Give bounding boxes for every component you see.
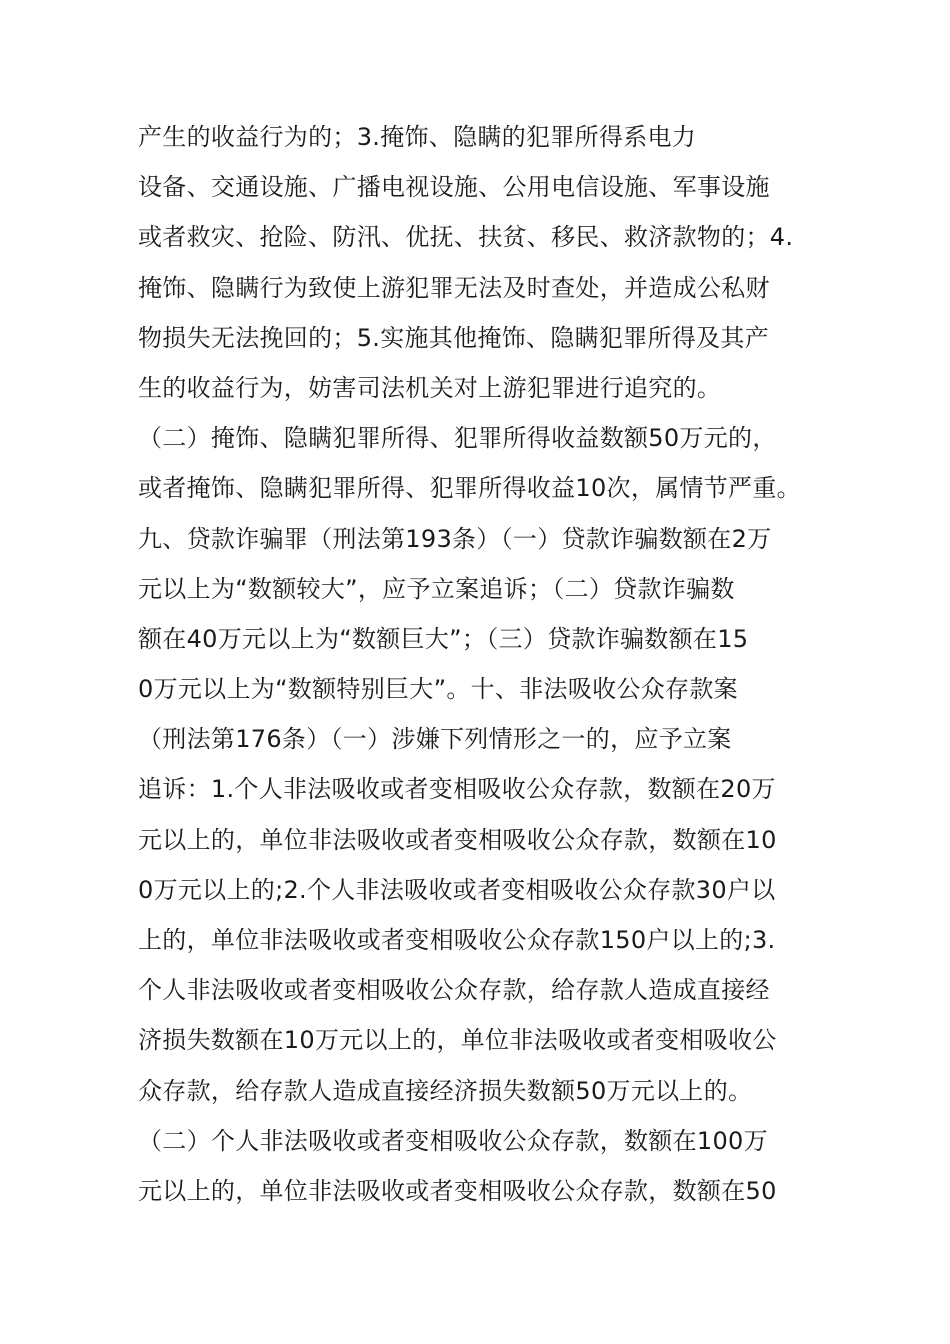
text-line: 生的收益行为，妨害司法机关对上游犯罪进行追究的。 xyxy=(138,373,722,402)
text-line: （刑法第176条）（一）涉嫌下列情形之一的，应予立案 xyxy=(138,725,732,754)
text-line: 九、贷款诈骗罪（刑法第193条）（一）贷款诈骗数额在2万 xyxy=(138,524,772,553)
text-line: 追诉：1.个人非法吸收或者变相吸收公众存款，数额在20万 xyxy=(138,775,776,804)
text-line: 0万元以上的;2.个人非法吸收或者变相吸收公众存款30户以 xyxy=(138,875,776,904)
text-line: 元以上的，单位非法吸收或者变相吸收公众存款，数额在10 xyxy=(138,825,777,854)
text-line: 产生的收益行为的；3.掩饰、隐瞒的犯罪所得系电力 xyxy=(138,123,697,151)
text-line: 设备、交通设施、广播电视设施、公用电信设施、军事设施 xyxy=(138,173,770,202)
text-line: 元以上的，单位非法吸收或者变相吸收公众存款，数额在50 xyxy=(138,1176,777,1205)
text-line: 上的，单位非法吸收或者变相吸收公众存款150户以上的;3. xyxy=(138,926,776,954)
text-line: 物损失无法挽回的；5.实施其他掩饰、隐瞒犯罪所得及其产 xyxy=(138,323,769,352)
text-line: 0万元以上为“数额特别巨大”。十、非法吸收公众存款案 xyxy=(138,675,738,704)
text-line: （二）个人非法吸收或者变相吸收公众存款，数额在100万 xyxy=(138,1126,768,1155)
text-line: 个人非法吸收或者变相吸收公众存款，给存款人造成直接经 xyxy=(138,976,770,1005)
text-line: （二）掩饰、隐瞒犯罪所得、犯罪所得收益数额50万元的， xyxy=(138,424,777,453)
text-line: 或者救灾、抢险、防汛、优抚、扶贫、移民、救济款物的；4. xyxy=(138,223,794,252)
text-line: 额在40万元以上为“数额巨大”；（三）贷款诈骗数额在15 xyxy=(138,624,749,653)
text-line: 掩饰、隐瞒行为致使上游犯罪无法及时查处，并造成公私财 xyxy=(138,273,770,302)
document-body xyxy=(138,112,838,1216)
text-line: 众存款，给存款人造成直接经济损失数额50万元以上的。 xyxy=(138,1076,753,1105)
text-line: 济损失数额在10万元以上的，单位非法吸收或者变相吸收公 xyxy=(138,1026,777,1055)
text-line: 元以上为“数额较大”，应予立案追诉；（二）贷款诈骗数 xyxy=(138,574,735,603)
text-line: 或者掩饰、隐瞒犯罪所得、犯罪所得收益10次，属情节严重。 xyxy=(138,474,801,503)
